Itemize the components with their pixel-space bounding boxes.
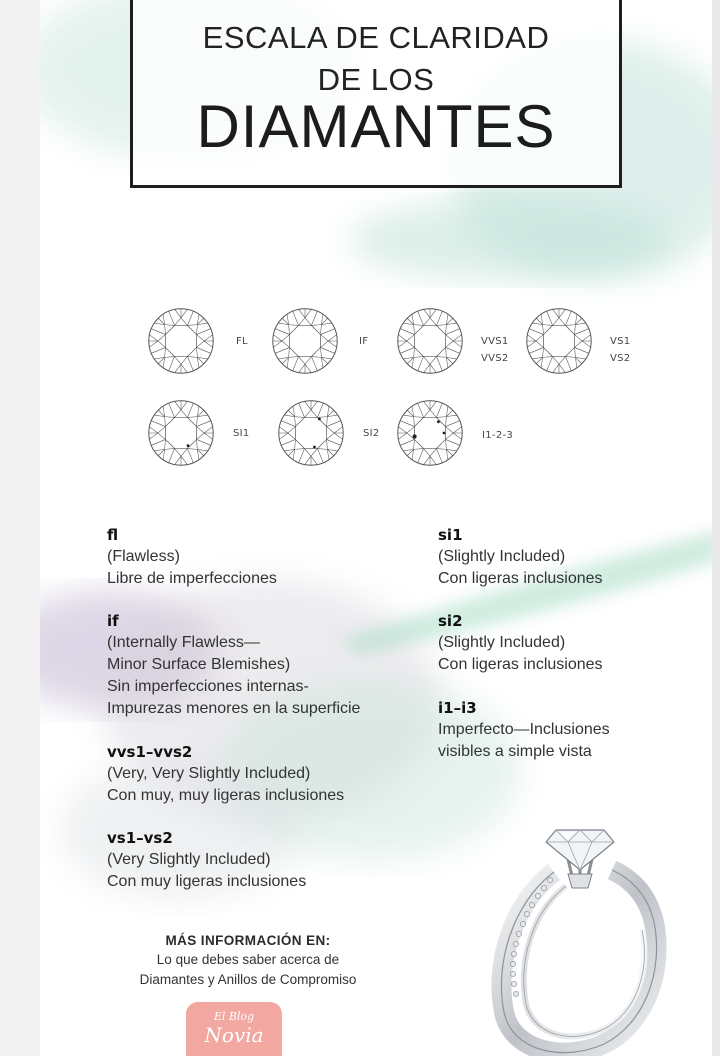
entry-line: (Slightly Included) — [438, 634, 566, 651]
inclusion-dot — [413, 434, 417, 438]
entry-si1 — [438, 524, 603, 590]
entry-code: i1–i3 — [438, 699, 477, 717]
title-box — [130, 0, 622, 188]
more-info-link-line-1[interactable]: Lo que debes saber acerca de — [156, 952, 340, 967]
inclusion-dot — [187, 444, 190, 447]
entry-line: (Internally Flawless— — [107, 634, 260, 651]
entry-line: (Flawless) — [107, 548, 180, 565]
grade-label-si1: SI1 — [233, 428, 250, 439]
logo-text-main: Novia — [204, 1023, 264, 1047]
grade-label-i: I1-2-3 — [482, 430, 514, 441]
diamond-fl-icon — [146, 306, 216, 376]
diamond-vs-icon — [524, 306, 594, 376]
infographic-sheet — [40, 0, 712, 1056]
page-edge — [712, 0, 720, 1056]
diamond-if-icon — [270, 306, 340, 376]
entry-vs — [107, 827, 306, 893]
entry-i — [438, 697, 610, 763]
entry-line: Sin imperfecciones internas- — [107, 678, 309, 695]
entry-line: Impurezas menores en la superficie — [107, 700, 361, 717]
entry-code: vvs1–vvs2 — [107, 743, 193, 761]
inclusion-dot — [318, 418, 321, 421]
title-line-3: DIAMANTES — [196, 93, 556, 160]
entry-si2 — [438, 610, 603, 676]
inclusion-dot — [313, 446, 316, 449]
entry-line: (Very Slightly Included) — [107, 851, 271, 868]
diamond-vvs-icon — [395, 306, 465, 376]
entry-line: Con muy ligeras inclusiones — [107, 873, 307, 890]
entry-line: Minor Surface Blemishes) — [107, 656, 291, 673]
entry-line: visibles a simple vista — [438, 743, 592, 760]
entry-vvs — [107, 741, 344, 807]
entry-line: Con ligeras inclusiones — [438, 570, 603, 587]
entry-code: vs1–vs2 — [107, 829, 173, 847]
grade-label-fl: FL — [236, 336, 248, 347]
inclusion-dot — [437, 420, 440, 423]
entry-line: (Slightly Included) — [438, 548, 566, 565]
entry-line: Imperfecto—Inclusiones — [438, 721, 610, 738]
entry-if — [107, 610, 360, 720]
entry-code: si2 — [438, 612, 463, 630]
inclusion-dot — [443, 432, 446, 435]
grade-label-vs: VS1 VS2 — [610, 336, 631, 364]
diamond-si2-icon — [276, 398, 346, 468]
grade-label-si2: SI2 — [363, 428, 380, 439]
diamond-si1-icon — [146, 398, 216, 468]
entry-code: if — [107, 612, 119, 630]
engagement-ring-image — [484, 812, 674, 1056]
entry-line: Con ligeras inclusiones — [438, 656, 603, 673]
entry-line: Libre de imperfecciones — [107, 570, 277, 587]
blog-novia-logo — [186, 1002, 282, 1056]
title-line-1: ESCALA DE CLARIDAD — [202, 20, 550, 55]
title-line-2: DE LOS — [317, 62, 435, 97]
more-info-block — [98, 932, 398, 990]
entry-code: si1 — [438, 526, 463, 544]
more-info-heading: MÁS INFORMACIÓN EN: — [165, 933, 331, 948]
grade-label-if: IF — [359, 336, 369, 347]
grade-label-vvs: VVS1 VVS2 — [481, 336, 509, 364]
entry-line: (Very, Very Slightly Included) — [107, 765, 311, 782]
more-info-link-line-2[interactable]: Diamantes y Anillos de Compromiso — [139, 972, 357, 987]
diamond-i-icon — [395, 398, 465, 468]
entry-line: Con muy, muy ligeras inclusiones — [107, 787, 345, 804]
entry-fl — [107, 524, 277, 590]
logo-text-top: El Blog — [213, 1010, 255, 1023]
entry-code: fl — [107, 526, 119, 544]
